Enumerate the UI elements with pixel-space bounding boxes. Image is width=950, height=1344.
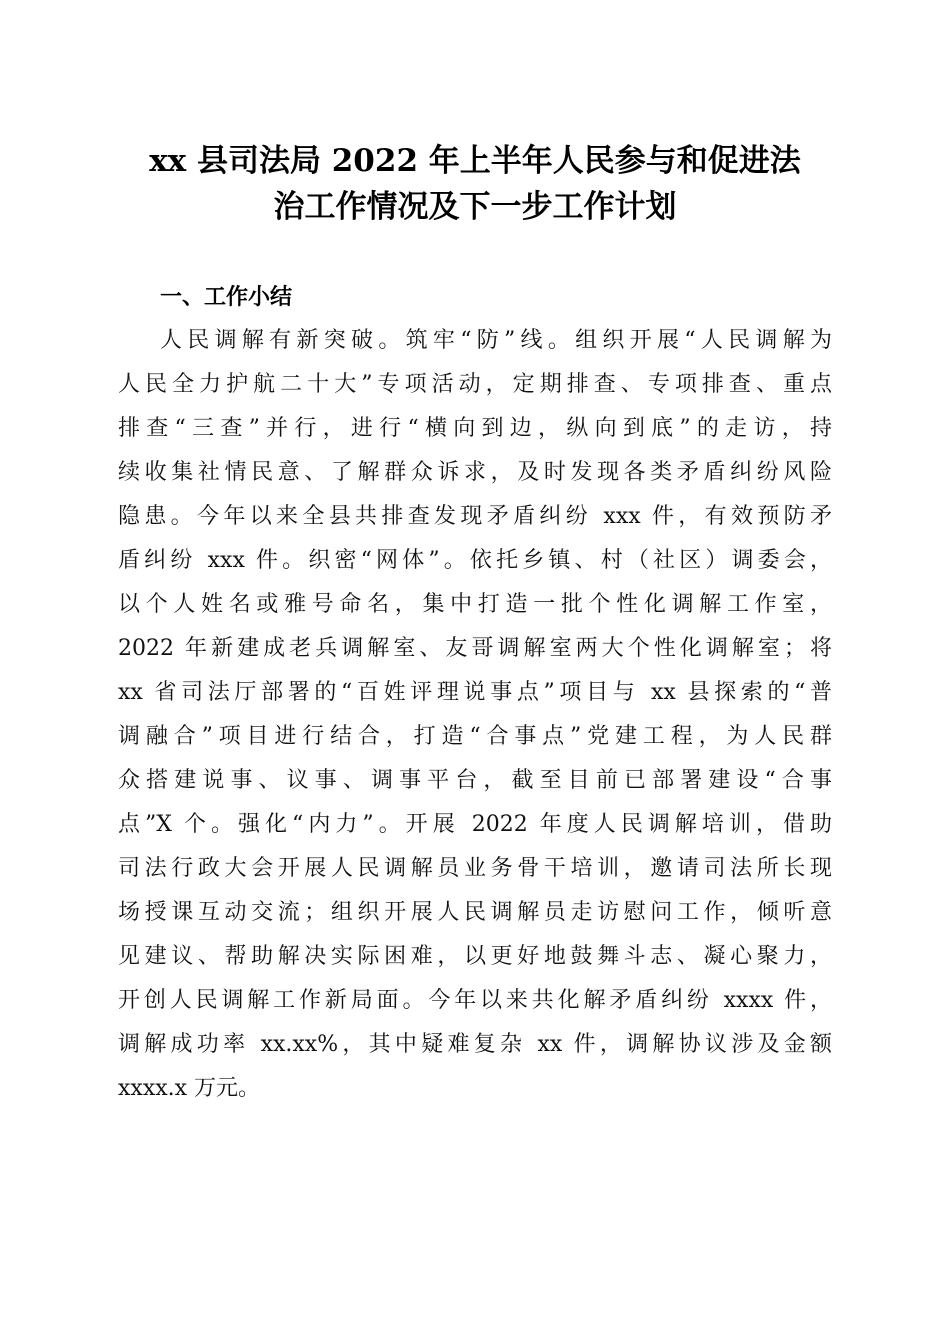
paragraph-line: 调解成功率 xx.xx%，其中疑难复杂 xx 件，调解协议涉及金额 — [118, 1032, 832, 1057]
paragraph-line: xxxx.x 万元。 — [118, 1076, 261, 1101]
paragraph-line: 人民调解有新突破。筑牢“防”线。组织开展“人民调解为 — [160, 328, 832, 353]
paragraph-line: 人民全力护航二十大”专项活动，定期排查、专项排查、重点 — [118, 372, 832, 397]
paragraph-line: 2022 年新建成老兵调解室、友哥调解室两大个性化调解室；将 — [118, 636, 832, 661]
document-title-line-1: xx 县司法局 2022 年上半年人民参与和促进法 — [149, 143, 801, 179]
paragraph-line: xx 省司法厅部署的“百姓评理说事点”项目与 xx 县探索的“普 — [118, 680, 832, 705]
paragraph-line: 调融合”项目进行结合，打造“合事点”党建工程，为人民群 — [118, 724, 832, 749]
paragraph-line: 司法行政大会开展人民调解员业务骨干培训，邀请司法所长现 — [118, 856, 832, 881]
paragraph-line: 开创人民调解工作新局面。今年以来共化解矛盾纠纷 xxxx 件， — [118, 988, 832, 1013]
paragraph-line: 排查“三查”并行，进行“横向到边，纵向到底”的走访，持 — [118, 416, 832, 441]
paragraph-line: 盾纠纷 xxx 件。织密“网体”。依托乡镇、村（社区）调委会， — [118, 548, 832, 573]
paragraph-line: 续收集社情民意、了解群众诉求，及时发现各类矛盾纠纷风险 — [118, 460, 832, 485]
paragraph-line: 场授课互动交流；组织开展人民调解员走访慰问工作，倾听意 — [118, 900, 832, 925]
paragraph-line: 众搭建说事、议事、调事平台，截至目前已部署建设“合事 — [118, 768, 832, 793]
paragraph-line: 点”X 个。强化“内力”。开展 2022 年度人民调解培训，借助 — [118, 812, 832, 837]
document-title-line-2: 治工作情况及下一步工作计划 — [273, 189, 677, 225]
paragraph-line: 以个人姓名或雅号命名，集中打造一批个性化调解工作室， — [118, 592, 832, 617]
paragraph-line: 隐患。今年以来全县共排查发现矛盾纠纷 xxx 件，有效预防矛 — [118, 504, 832, 529]
section-heading: 一、工作小结 — [160, 285, 293, 310]
paragraph-line: 见建议、帮助解决实际困难，以更好地鼓舞斗志、凝心聚力， — [118, 944, 832, 969]
